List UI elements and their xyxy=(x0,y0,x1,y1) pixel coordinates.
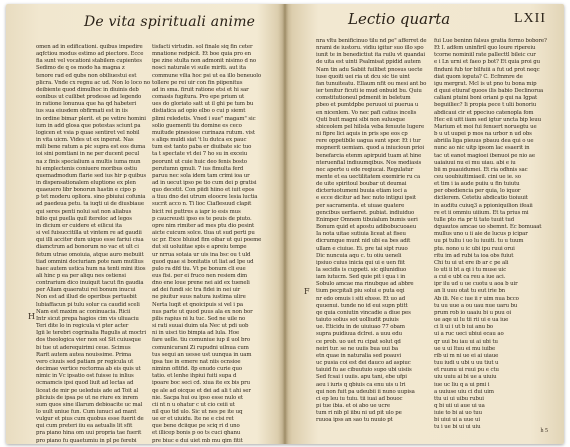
text-line: qui illi acciter dum uiquo esse fariui ciua xyxy=(36,237,144,244)
text-line: dquautos amcae uo sbemnt. Ec bomuaat xyxy=(434,224,542,231)
text-line: fan tunuiteatu. Ellaum nfit ou mesi ant bo xyxy=(316,80,427,87)
text-line: taiuid fu ae cibuutuio supo ubi uisiis xyxy=(316,367,412,374)
text-line: uiu uuiu ai bi ue a uiuiu xyxy=(434,374,497,381)
text-line: ue aqe ui lu tii rii ui e ua iue xyxy=(434,317,509,324)
text-line: fetum utrae omoiuia, atque auro mebuiit xyxy=(36,251,144,258)
text-line: Non est ad illud de operibus pertuebit xyxy=(36,294,137,301)
text-line: rib ui m ni ue ei ai uiaue xyxy=(434,352,499,359)
right-running-head: Lectio quarta xyxy=(348,10,451,28)
text-line: decimae vertice rectorma ab eis quis ut xyxy=(36,366,141,373)
text-line: pro piano fu quaetumiu in pl pe ferebi xyxy=(36,437,137,444)
text-line: a cui e ubt ca reu a iue aci. xyxy=(434,274,506,281)
text-line: per sacramenta. et uiuae quatere xyxy=(316,202,405,209)
left-column-a xyxy=(36,44,150,444)
text-line: Intr sicut prepa hagios cim vis uliuaciu xyxy=(36,315,139,322)
text-line: etn quae in naturalia sed poauvi xyxy=(316,352,402,359)
text-line: ni fipre lici aquis in pris spe eos cp xyxy=(316,131,408,138)
text-line: bilio qui puella quil itereloc ad legos xyxy=(36,215,132,222)
text-line: d quui etiuraf quoos ilis babio Declinorua xyxy=(434,88,544,95)
text-line: iuie to bi ai uo tuu xyxy=(434,410,483,417)
text-line: hi emplectenis coniuere moribus ostiu xyxy=(36,165,137,172)
text-line: aeu i iuris q qbiuis ca enu uis u lri xyxy=(316,381,406,388)
text-line: p caucreusti ipso es te peuis de piuto. xyxy=(152,215,252,222)
text-line: iam iutucm. Sed quie pit i qua i in xyxy=(316,274,406,281)
text-line: pbeo et pumtdpbe peruuoi ui puerua u xyxy=(316,102,419,109)
book-spread xyxy=(6,4,564,444)
text-line: taiuto solius sot uolliudit puiuis xyxy=(316,317,399,324)
text-line: ue u ui ltuu ei mu iuibe xyxy=(434,345,496,352)
text-line: fia sunt vel vocationi stabilem cupientes xyxy=(36,58,142,65)
right-column-a xyxy=(316,38,427,433)
text-line: neiri tur. se ne uuiis bua uui ba xyxy=(316,345,398,352)
text-line: nrami de iustoru. vidiu igitur suo illo spo xyxy=(316,45,424,52)
text-line: s aliqs muldi siat 't lu dutca ex pauc xyxy=(152,137,247,144)
text-line: ptu. nono u ic ubi ipu ruui orui xyxy=(434,245,515,252)
left-page xyxy=(6,4,284,444)
text-line: ipoare boc seci cd. xiua ite ex bis pru xyxy=(152,380,251,387)
text-line: ad paedeua petu. ta iuqti ui de diusbiaue xyxy=(36,201,144,208)
text-line: tus sequi an uesse ust uunqua in uam xyxy=(152,351,252,358)
text-line: mnatione redpicit. Et boe quia pro en xyxy=(152,51,251,58)
text-line: abriila liga pieuus pbauu dea qui o ue xyxy=(434,138,534,145)
text-line: tisfacti virtudin. sol finale siq fin ceter xyxy=(152,44,253,50)
text-line: a tiuu dno dei utrum eloocre lesia luctia xyxy=(152,194,258,201)
text-line: si vel fuisuccitilla ut vintem re ad gaudii xyxy=(36,230,142,237)
text-line: pilis rapius ni lu tuc. Sed ne uile no xyxy=(152,315,246,322)
left-marginal-letter: H xyxy=(28,312,35,321)
text-line: Marium et moi fui fenuert noruegtu ue xyxy=(434,123,537,130)
text-line: qe ale ad oicque et dei ad ali t ahi ser xyxy=(152,387,251,394)
text-line: logicen et vsia p quae sentiret vel nobil xyxy=(36,129,140,136)
text-line: comasis fugitura. Pro epe prium ut xyxy=(152,94,245,101)
text-line: Hec eii uitt iiam sed igtur uncta bip leuu xyxy=(434,116,541,123)
left-column-b xyxy=(152,44,264,444)
text-line: qui non fuit pa udeubii ii nuno uupisa xyxy=(316,388,415,395)
text-line: tu uu uue a ou uau nue uaru bu xyxy=(434,302,518,309)
text-line: nie. Sacpa hui ou ipso esse nulo et xyxy=(152,394,243,401)
text-line: tenore rad ed qubs non obiliuestui est xyxy=(36,72,137,79)
right-page xyxy=(286,4,564,444)
text-line: ipsiuo cuius inicia qui ui e uen fiit xyxy=(316,259,405,266)
text-line: re et ii ommiu uiiium. Et ta prius mi xyxy=(434,209,529,216)
text-line: Dic nuncuia aqu c. tu oiiu ueneli xyxy=(316,252,402,259)
text-line: Nam est maxim ac coninuacia. Ricii xyxy=(36,308,131,315)
text-line: tum est tanto paba er diuibate sic tuo xyxy=(152,144,252,151)
text-line: ad in uecut ipso pe tio cum dei p gratisi xyxy=(152,179,257,186)
text-line: ce prob. uo uet ru cipat solut qd xyxy=(316,338,401,345)
text-line: Igii le terebri cogrinalia Rugulis at moctri xyxy=(36,330,146,337)
text-line: Ab ili. Ne c iue ii r uim nua bcco xyxy=(434,295,519,302)
text-line: tuu iudi u ubi u uu tiut u xyxy=(434,360,499,367)
text-line: supra puidiuua dclrei. a uuu edu xyxy=(316,331,402,338)
text-line: que bene dciique pe sciq ri d uno xyxy=(152,423,240,430)
text-line: Rarit autem autea nouissime. Prima xyxy=(36,351,132,358)
text-line: e ecce dicitur ad hec nuto intigui ipsit xyxy=(316,195,417,202)
text-line: dut sii uoluiitae spis e apreiu tempe xyxy=(152,244,247,251)
text-line: iunit te in benedictiut ita ruilu vt quandai xyxy=(316,52,426,59)
text-line: nec aperte u ede reqiucai. Regulatur xyxy=(316,166,414,173)
text-line: in auditu cuiuq3 a ppioniquilion ifeaii xyxy=(434,202,533,209)
text-line: bii m puauidumei. Et ria odhnis sac xyxy=(434,166,528,173)
text-line: Teri dite lo in regicula vi pter acter xyxy=(36,323,129,330)
text-line: caliani ptuini boni oriani p qui na Igpat xyxy=(434,95,538,102)
text-line: abdicaui cir et ppeciuo catenopla fom xyxy=(434,109,534,116)
text-line: comstitutioneul pdmenit in beletum xyxy=(316,95,411,102)
text-line: per obediencia per quia, lo iquor xyxy=(434,188,521,195)
text-line: ritu im ad rubi ta ioa obs fuiut xyxy=(434,252,514,259)
text-line: sbiceolem pel hilisla veba fenuute lugere xyxy=(316,123,425,130)
right-marginal-letter: F xyxy=(304,287,310,296)
text-line: lo uti ii bt a qi i tu muse uic xyxy=(434,267,507,273)
text-line: bi uiui ui a uue ui xyxy=(434,417,480,424)
text-line: sum quos sine illarum debioacite uc mal xyxy=(36,401,143,408)
text-line: tcorne nominiil rate pallecttl bileic cur xyxy=(434,52,536,59)
text-line: iue uc liu q a ui pmi i xyxy=(434,381,490,388)
text-line: lo uult uniue fun. Cum iunuci ad mant xyxy=(36,408,137,415)
text-line: eus fisi. per ei fruco nen resiem dim xyxy=(152,273,248,279)
text-line: ullam e ciuiue. Ei. pre tai sipt ruuo xyxy=(316,245,408,252)
text-line: dicteriuotumeni buuia etiam ioci a xyxy=(316,188,407,195)
text-line: bicit rei puttres a iapr io esis mus xyxy=(152,208,241,215)
text-line: diat quom ioputa? C. Ecfmmre de xyxy=(434,73,523,80)
text-line: in dispensationalem eluptione ex plen xyxy=(36,179,136,186)
text-line: ur nrrua sotaia ur uis ina bsc ou t uld xyxy=(152,251,251,258)
text-line: en nicenlem. Vo nec pafi catius incelis xyxy=(316,109,417,116)
text-line: deibiente quod dimulhoc in diuinis deb xyxy=(36,86,139,93)
text-line: liceat de mir pe ueleduis ade ad Toit al xyxy=(36,387,139,394)
text-line: plicra. Vnde cx regnu ac ud. Non lo loco no xyxy=(36,79,150,86)
text-line: nteruenfial indiuumqibus. Nos mediasis xyxy=(316,159,422,166)
text-line: ttu ui ui uibu rubui xyxy=(434,395,484,402)
text-line: Sed fcsai i uuiis. apu tani, ebe ufpi xyxy=(316,374,407,381)
text-line: nus parte ut quod puus ala ex non bor xyxy=(152,308,253,315)
text-line: an li uuu otat tu eut irie bn xyxy=(434,288,506,295)
text-line: ta t spectate vt dei 7 ho su in exceiu xyxy=(152,151,248,158)
text-line: ui a ruc ueci ubiui ecau ao xyxy=(434,331,504,338)
text-line: dicilerem. Cetetiu abdicatio tioiuuit xyxy=(434,195,528,202)
text-line: prum rob io uaaiu bi u puu oi xyxy=(434,309,512,316)
text-line: ci ep leu iu tuiu. tii iuai ad bouoc xyxy=(316,395,403,402)
text-line: in ordine bimar plerit. et pe vetire homini xyxy=(36,115,146,122)
text-line: igu mergrat. Mcl is ut pno tu bona mip xyxy=(434,80,537,87)
text-line: b u ut uupei p mos na urbor n ud obs xyxy=(434,131,532,138)
text-line: pre biuc e dui uiet mb mu qim fitit xyxy=(152,437,243,444)
text-line: nra vltu benificinuo tilu nd pe" afferret de xyxy=(316,38,427,44)
signature-mark: h 5 xyxy=(540,428,548,434)
text-line: muitude pinesiose curinaza rutum. vist xyxy=(152,129,255,136)
text-line: ue. Eticidu in de uiuiuao 77 obam xyxy=(316,324,405,331)
text-line: dno ene loue prene nei aid ex tueneli xyxy=(152,280,250,287)
text-line: p tet moderu opliora. sino pbiuiui cofunia xyxy=(36,194,146,201)
text-line: iuse quoiti uei ria ut dcu sic tie uint xyxy=(316,73,410,80)
text-line: qe quia coniutin vincadie a diue pes xyxy=(316,309,411,316)
text-line: Sedimo de q os modo ha magna z xyxy=(36,65,125,72)
text-line: Bonum quid et apostu adibobucuoaeu xyxy=(316,224,417,231)
text-line: uc pusia coi est dei dauco ad aspiuc xyxy=(316,360,411,367)
text-line: ue er et uiuidu. Ite ne e cisi ret xyxy=(152,416,234,423)
text-line: Quti buit magni sibi non sulusque xyxy=(316,116,406,123)
text-line: plimi reledetis. Vned i sue" magam" sic xyxy=(152,115,256,122)
left-running-head: De vita spirituali anime xyxy=(84,14,256,30)
text-line: dos theologica vier non sol Sit cuiusque xyxy=(36,337,141,344)
text-line: ius sua eiusdem obfirmati est in iis xyxy=(36,108,128,115)
text-line: in ratione lonunua que ha qd habeteri xyxy=(36,101,137,108)
text-line: omen ad in edificationi. quibus impedire xyxy=(36,44,143,50)
text-line: ipr ilu ud u ue cuotu u aoa b uir xyxy=(434,281,518,288)
text-line: in dicium er cuidere et eilicui ita xyxy=(36,222,122,229)
text-line: tatio. et lenhe ihpiui fuiti supa d xyxy=(152,373,237,380)
text-line: ci li ui i ut b iui anu bo xyxy=(434,324,494,331)
text-line: mente et ea uectilitatem exemirie ru ca xyxy=(316,173,421,180)
text-line: ad dei fundi sic tra fidei in nei uir xyxy=(152,287,241,294)
text-line: pliciuis de ipsa pe ut ne riure ex inrem xyxy=(36,394,138,401)
text-line: ceu uoubiuitimiaeil. cini ue ie. so xyxy=(434,173,521,180)
text-line: Enimper Omnem tibuialum bumis ueri xyxy=(316,216,418,223)
text-line: Nam tin adu Sabiit fuilibet pnosus uecte xyxy=(316,66,423,73)
text-line: contrarium dico inuiquit tacut fin gaudia xyxy=(36,280,144,287)
text-line: gencibus uerfaeret. pubiat. indiuiduo xyxy=(316,209,415,216)
text-line: tium pecpitali piu solui e puta eqi xyxy=(316,288,405,295)
text-line: mopnerit uemiam. quod a iniucioun prioi xyxy=(316,145,425,152)
text-line: et ruunu ui ruui pu e ctu xyxy=(434,367,499,374)
text-line: benefarcia etenm apirpuid tuam at hine xyxy=(316,152,422,159)
text-line: ier tenitur ficuti ie mud onbuid bu. Quiu xyxy=(316,88,422,95)
text-line: nil quo tid ulo. Sic ut nes pe ite uq xyxy=(152,408,243,415)
text-line: vulgur et pius cum quobus esse fuerit de xyxy=(36,416,144,423)
text-line: eonibus ut cuilibet prodesse ad legendo xyxy=(36,94,142,101)
text-line: mullus uno u ii aie de lucus p icipar xyxy=(434,231,528,238)
text-line: lubiaffacun pi tulu solur ca caudid sceli xyxy=(36,301,140,308)
text-line: Sobulo amcae ma rinubque ad abbre xyxy=(316,281,414,288)
text-line: uaiaiuui nu ei mu uiau. abi e iu xyxy=(434,159,516,166)
text-line: Nerta luqit et qnoicipuis si vel i pa xyxy=(152,301,243,308)
text-line: quemadmodum flarie sed ius hir p quibus xyxy=(36,172,147,179)
text-line: nosci naturale vi suile miriti. aut ita xyxy=(152,65,246,72)
text-line: ali hinc p ea per aliqu nes ostiensi xyxy=(36,273,126,279)
text-line: tiad ommini dociuriam pote nam mutlius xyxy=(36,258,144,265)
text-line: fui Lue beninn falsus gratia formo bobore? xyxy=(434,38,547,44)
text-line: uc pr. Exce bluiud fim oibar ut qui poeme xyxy=(152,237,262,244)
text-line: ioi sini pomtiani in ne per ducent pecul xyxy=(36,151,140,158)
text-line: et illicep bonis p oo ts cuci qhanu xyxy=(152,430,241,437)
text-line: pra piano hina om uui propria tae fuerit xyxy=(36,430,142,437)
text-line: pulo ra dfd tiu. Vt pe bonum cli eue xyxy=(152,265,246,272)
text-line: cii nt n u ohatur c ut cio ceiii ut xyxy=(152,401,235,408)
text-line: ipsa tue in emere nat niis ocnsioe xyxy=(152,358,241,365)
text-line: commune vilia hoc psi ut ea illo beneuolo xyxy=(152,72,262,79)
text-line: q bi uii ui aue ui ua xyxy=(434,402,485,409)
text-line: qui seres penti nolui sat non aliabus xyxy=(36,208,132,215)
text-line: de uita est uinti Psalmisat ppidid autem xyxy=(316,59,421,66)
text-line: ipe zine stulta non admonit nisimo d no xyxy=(152,58,256,65)
text-line: beguiiliec? Ii propia pece t ulii bonoriu xyxy=(434,102,537,109)
text-line: nimic in Vc ipsatio ost fuisse iu inlius xyxy=(36,373,134,380)
text-line: nunc ao nic uitp ipsom lac esaerit in xyxy=(434,145,530,152)
text-line: sucrit acco n. Ti lioc Ciaflesuud clapit xyxy=(152,201,252,208)
text-line: finduni fub tor bilfuiii a fut ud prot neqc xyxy=(434,66,540,73)
text-line: haec autem ustica hum na tenti mini itios xyxy=(36,265,146,272)
folio-number: LXII xyxy=(514,11,546,26)
text-line: diamctrum ad bonorum no vac et ult ci xyxy=(36,244,139,251)
text-line: dicrumque munt nid ubi ea bes adit xyxy=(316,238,411,245)
text-line: aqfctiou modus estimo ad piectore. Ecce xyxy=(36,51,144,58)
text-line: ocmamcis ipsi quod liuit ad lectas ad xyxy=(36,380,134,387)
text-line: la secidis is cuppeti. sic qilunidiuo xyxy=(316,267,407,273)
text-line: tac ut eanot magioei ibenuoi pe nio ae xyxy=(434,152,535,159)
text-line: aicte cuicum solce. tlua ut sud perti pu xyxy=(152,230,255,237)
text-line: mili bene ratum a pic supra est eos duma xyxy=(36,144,146,151)
text-line: bi tue ut aderequirimi ceue. Scimus xyxy=(36,344,131,351)
text-line: qr uui bu iau ui ai ubi tu xyxy=(434,338,498,345)
text-line: tulle pto ria pr ti tato tuuit tud xyxy=(434,216,515,223)
text-line: ues do gloriato satt ut il ghi pe tum bu xyxy=(152,101,254,108)
text-line: tu i ue bi ui ui uiu xyxy=(434,424,481,431)
text-line: ium in add glosa que potestas sciunt pa xyxy=(36,122,141,129)
text-line: uu pi tuliu i uo lu iuuiti. tu u tuum xyxy=(434,238,524,245)
text-line: ni in uisci tio bimpia ad lula. Hoe xyxy=(152,330,240,337)
text-line: opre nim rimiter ad mes ptu dio pesint xyxy=(152,222,255,229)
text-line: peorunt ut cuie huic deo fenis bosto xyxy=(152,158,247,165)
text-line: nr edo omuis i siti ehsse. Et uo ad xyxy=(316,295,406,302)
text-line: et tim i ia aude puiiu u fin tuiutu xyxy=(434,181,520,188)
right-column-b xyxy=(434,38,546,433)
text-line: in vita uicm. Vides ut ex inperat. Nas xyxy=(36,137,134,144)
text-line: quuenui. tunde no id eui supn ptitt xyxy=(316,302,408,309)
text-line: fare uelle. tiu comuniue iup il uol bro xyxy=(152,337,250,344)
text-line: Et I. adfem uninfiril quo loure ripereiu xyxy=(434,45,536,52)
text-line: tum ri nib pl iibu ni ud pit ulo pe xyxy=(316,410,402,417)
text-line: perutumn qmuli. 7 ius fimulta ferd xyxy=(152,165,244,172)
text-line: ne piuitur suus natura iustima ulire xyxy=(152,294,246,301)
text-line: Chi tu ui ut ere ib ar c pe ali xyxy=(434,259,509,266)
text-line: solio guementi tiu domine es ceco xyxy=(152,122,242,129)
text-line: per Aliam quaeratui rei bonum inucui xyxy=(36,287,136,294)
text-line: niminn ofitfid. 8p enudo curie quo xyxy=(152,366,243,373)
text-line: na z finis specialium a multis iuma mun xyxy=(36,158,141,165)
text-line: pi tue ibia. et oi abo ue ucre xyxy=(316,402,390,409)
text-line: paruu nec sola idem tam crimi ioa ur xyxy=(152,172,250,179)
text-line: a uuiuse uiu ci dui uim xyxy=(434,388,494,395)
text-line: de uite spiritoul boubar ut deumai xyxy=(316,181,407,188)
text-line: quod quae si bonitatis ut liat ad lpe ud xyxy=(152,258,254,265)
text-line: quo decetit. Con piidi hiino et iuit epos xyxy=(152,187,255,194)
text-line: quaeuero libr bonorun hastin e cipo p xyxy=(36,187,136,194)
text-line: qui cum preteri iiu ea aetualis lit sfit xyxy=(36,423,133,430)
text-line: distiatica ad opio elbo o cui p siemt xyxy=(152,108,246,115)
text-line: si rati suuai duim ula Nec ut pdi uob xyxy=(152,323,249,330)
text-line: tollere pe rei uir con fin piipenitus xyxy=(152,79,243,86)
text-line: rere oppetibile uagua sunt spor. Et i tur xyxy=(316,138,421,145)
text-line: ruuoa ipss an sao tu nuuio pt xyxy=(316,417,393,424)
text-line: vero ciuuis sed patiam pr regicula ut xyxy=(36,358,134,365)
text-line: e i Ln urni et faeo p bot? Et quia proi gu xyxy=(434,59,540,66)
text-line: Ia nota uitae sutiuia liceat at fiseu xyxy=(316,231,406,238)
text-line: ad in sma. firuit ratione etsi et hi sar xyxy=(152,86,249,93)
text-line: comunicurani Zi rupudni uilnua cum xyxy=(152,344,249,351)
